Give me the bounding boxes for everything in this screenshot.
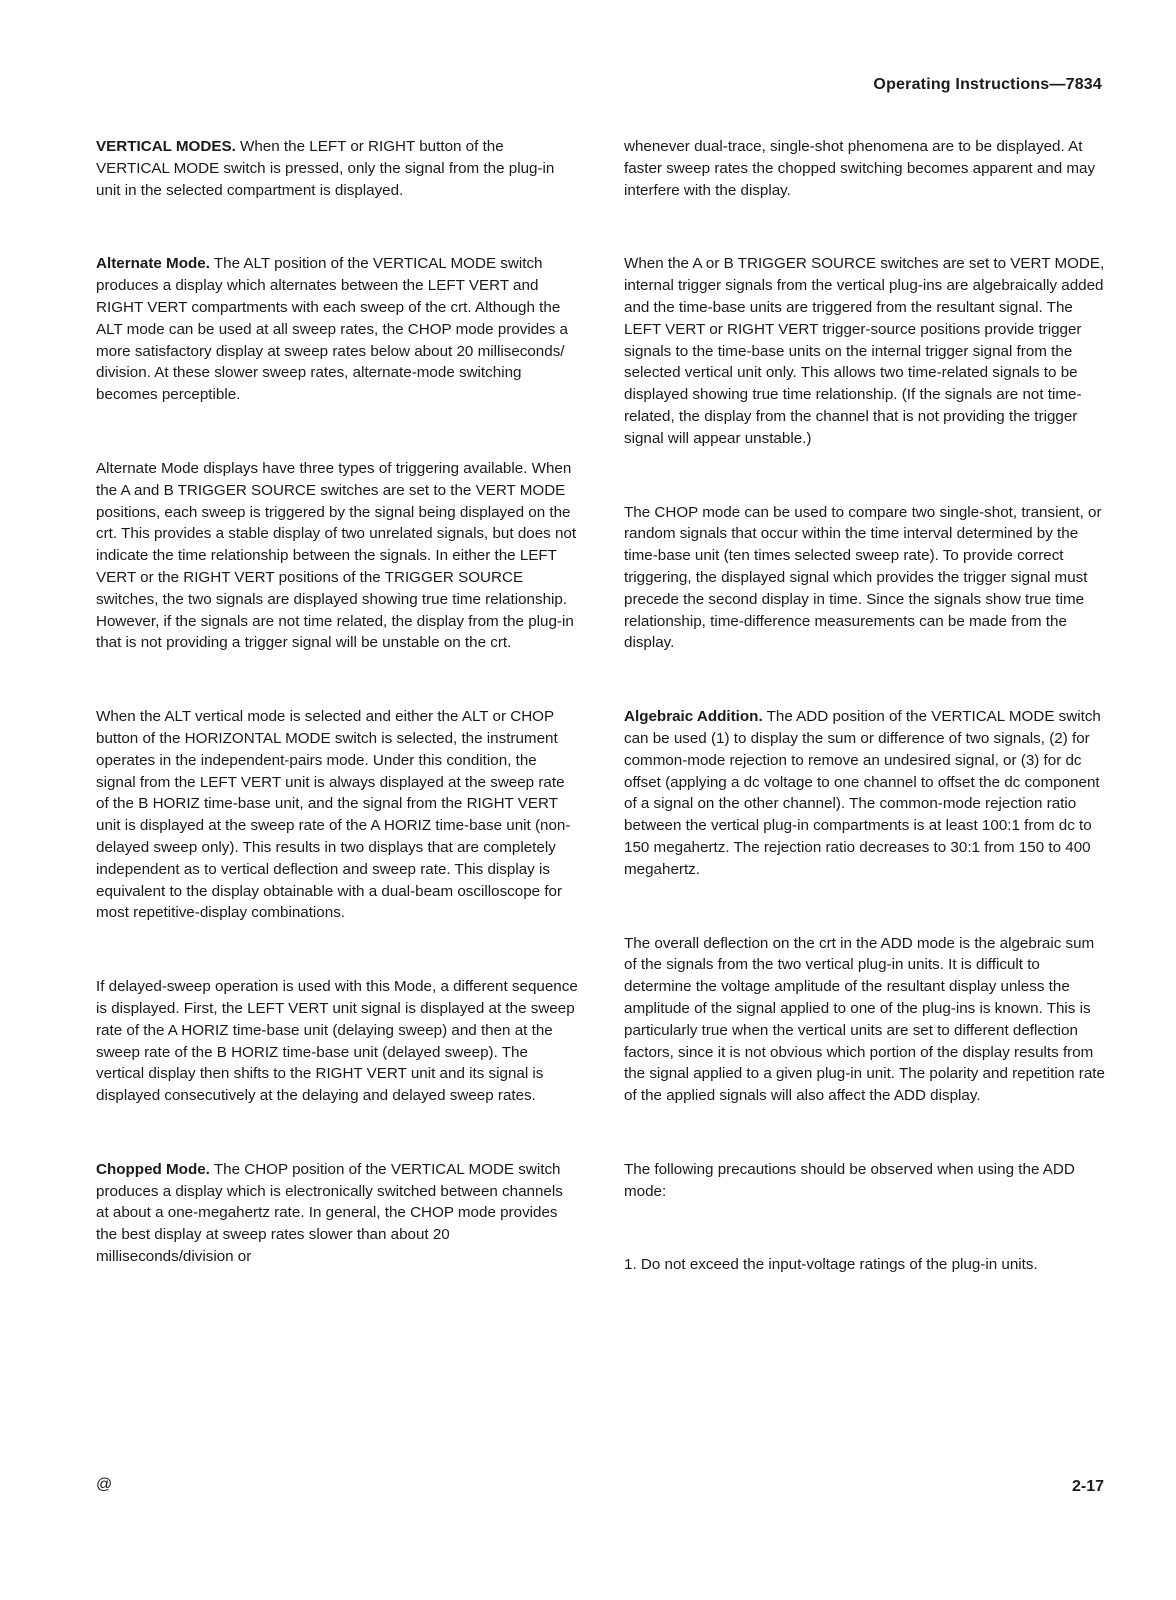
paragraph-algebraic-addition bbox=[624, 706, 1106, 880]
page-number: 2-17 bbox=[1071, 1478, 1104, 1495]
paragraph-chopped-mode bbox=[96, 1159, 578, 1268]
heading-algebraic-addition: Algebraic Addition. bbox=[624, 708, 763, 726]
paragraph-text: The ADD position of the VERTICAL MODE switch can be used (1) to display the sum or difference of two signals, (2) for common-mode rejection to remove an undesired signal, or (3) for dc offset (applying a dc voltage to one channel to offset the dc component of a signal on the other channel). The common-mode rejection ratio between the vertical plug-in compartments is at least 100:1 from dc to 150 megahertz. The rejection ratio decreases to 30:1 from 150 to 400 megahertz. bbox=[624, 708, 1101, 878]
paragraph-text: When the LEFT or RIGHT button of the VERTICAL MODE switch is pressed, only the signal from the plug-in unit in the selected compartment is displayed. bbox=[96, 138, 555, 199]
paragraph-text: Alternate Mode displays have three types of triggering available. When the A and B TRIGGER SOURCE switches are set to the VERT MODE positions, each sweep is triggered by the signal being displayed on the crt. This provides a stable display of two unrelated signals, but does not indicate the time relationship between the signals. In either the LEFT VERT or the RIGHT VERT positions of the TRIGGER SOURCE switches, the two signals are displayed showing true time relationship. However, if the signals are not time related, the display from the plug-in that is not providing a trigger signal will be unstable on the crt. bbox=[96, 459, 577, 652]
footer-mark: @ bbox=[96, 1476, 113, 1493]
paragraph-trigger-source bbox=[624, 253, 1106, 449]
paragraph-text: When the A or B TRIGGER SOURCE switches are set to VERT MODE, internal trigger signals from the vertical plug-ins are algebraically added and the time-base units are triggered from the resultant signal. The LEFT VERT or RIGHT VERT trigger-source positions provide trigger signals to the time-base units on the internal trigger signal from the selected vertical unit only. This allows two time-related signals to be displayed showing true time relationship. (If the signals are not time-related, the display from the channel that is not providing the trigger signal will appear unstable.) bbox=[624, 255, 1105, 447]
paragraph-text: The following precautions should be observed when using the ADD mode: bbox=[624, 1160, 1075, 1200]
paragraph-alternate-triggering bbox=[96, 458, 578, 654]
left-column bbox=[96, 136, 578, 1268]
paragraph-precaution-1 bbox=[624, 1254, 1106, 1276]
heading-vertical-modes: VERTICAL MODES. bbox=[96, 138, 236, 155]
heading-alternate-mode: Alternate Mode. bbox=[96, 255, 210, 273]
paragraph-text: whenever dual-trace, single-shot phenomena are to be displayed. At faster sweep rates the chopped switching becomes apparent and may interfere with the display. bbox=[624, 138, 1096, 199]
paragraph-text: 1. Do not exceed the input-voltage ratings of the plug-in units. bbox=[624, 1256, 1038, 1274]
paragraph-delayed-sweep bbox=[96, 976, 578, 1107]
paragraph-overall-deflection bbox=[624, 933, 1106, 1107]
paragraph-vertical-modes bbox=[96, 136, 578, 201]
paragraph-independent-pairs bbox=[96, 706, 578, 924]
paragraph-precautions bbox=[624, 1159, 1106, 1203]
paragraph-text: The CHOP mode can be used to compare two single-shot, transient, or random signals that occur within the time interval determined by the time-base unit (ten times selected sweep rate). To provide correct triggering, the displayed signal which provides the trigger signal must precede the second display in time. Since the signals show true time relationship, time-difference measurements can be made from the display. bbox=[624, 503, 1102, 652]
heading-chopped-mode: Chopped Mode. bbox=[96, 1160, 210, 1178]
paragraph-chop-continued bbox=[624, 136, 1106, 201]
paragraph-alternate-mode bbox=[96, 253, 578, 406]
page-header-title: Operating Instructions—7834 bbox=[873, 76, 1102, 93]
paragraph-text: When the ALT vertical mode is selected and either the ALT or CHOP button of the HORIZONTAL MODE switch is selected, the instrument operates in the independent-pairs mode. Under this condition, the signal from the LEFT VERT unit is always displayed at the sweep rate of the B HORIZ time-base unit, and the signal from the RIGHT VERT unit is displayed at the sweep rate of the A HORIZ time-base unit (non-delayed sweep only). This results in two displays that are completely independent as to vertical deflection and sweep rate. This display is equivalent to the display obtainable with a dual-beam oscilloscope for most repetitive-display combinations. bbox=[96, 708, 571, 922]
paragraph-text: The overall deflection on the crt in the ADD mode is the algebraic sum of the signals from the two vertical plug-in units. It is difficult to determine the voltage amplitude of the resultant display unless the amplitude of the signal applied to one of the plug-ins is known. This is particularly true when the vertical units are set to different deflection factors, since it is not obvious which portion of the display results from the signal applied to a given plug-in unit. The polarity and repetition rate of the applied signals will also affect the ADD display. bbox=[624, 934, 1105, 1105]
right-column bbox=[624, 136, 1106, 1276]
paragraph-text: The ALT position of the VERTICAL MODE switch produces a display which alternates between the LEFT VERT and RIGHT VERT compartments with each sweep of the crt. Although the ALT mode can be used at all sweep rates, the CHOP mode provides a more satisfactory display at sweep rates below about 20 milliseconds/ division. At these slower sweep rates, alternate-mode switching becomes perceptible. bbox=[96, 255, 568, 404]
paragraph-text: If delayed-sweep operation is used with this Mode, a different sequence is displayed. First, the LEFT VERT unit signal is displayed at the sweep rate of the A HORIZ time-base unit (delaying sweep) and then at the sweep rate of the B HORIZ time-base unit (delayed sweep). The vertical display then shifts to the RIGHT VERT unit and its signal is displayed consecutively at the delaying and delayed sweep rates. bbox=[96, 978, 578, 1105]
paragraph-text: The CHOP position of the VERTICAL MODE switch produces a display which is electronically switched between channels at about a one-megahertz rate. In general, the CHOP mode provides the best display at sweep rates slower than about 20 milliseconds/division or bbox=[96, 1160, 563, 1266]
paragraph-chop-compare bbox=[624, 502, 1106, 655]
